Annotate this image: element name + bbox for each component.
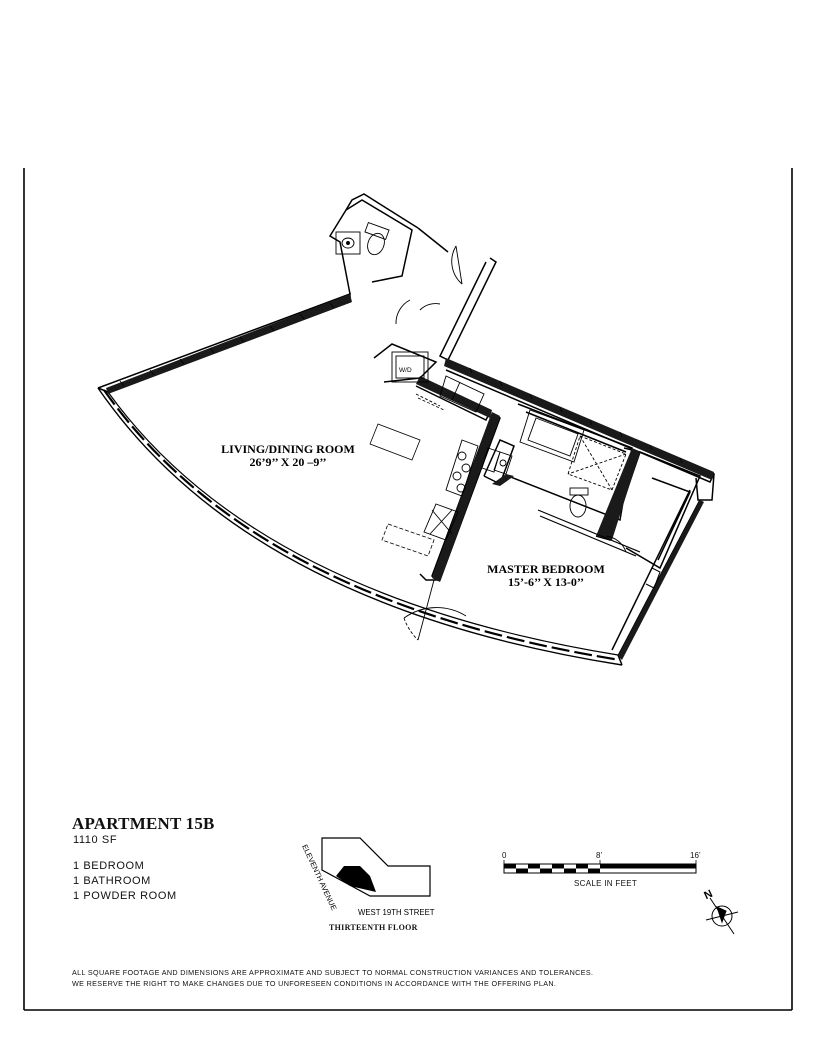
living-room-label (212, 443, 364, 469)
apartment-title: APARTMENT 15B (72, 814, 215, 833)
disclaimer-line-2: WE RESERVE THE RIGHT TO MAKE CHANGES DUE TO UNFORESEEN CONDITIONS IN ACCORDANCE WITH THE OFFERING PLAN. (72, 979, 557, 988)
north-arrow (706, 898, 738, 934)
scale-bar (504, 860, 696, 873)
powder-room-fixtures (336, 223, 389, 258)
scale-tick-16: 16’ (690, 851, 701, 860)
feature-bathroom: 1 BATHROOM (73, 875, 151, 887)
living-room-dimensions: 26’9’’ X 20 –9’’ (249, 455, 327, 469)
feature-bedroom: 1 BEDROOM (73, 860, 145, 872)
feature-powder-room: 1 POWDER ROOM (73, 890, 177, 902)
wall-poche (106, 294, 714, 660)
bedroom-label (478, 563, 614, 589)
disclaimer (72, 967, 593, 989)
scale-caption: SCALE IN FEET (574, 879, 638, 888)
walls (98, 194, 714, 656)
floor-caption: THIRTEENTH FLOOR (329, 923, 418, 932)
exterior-hatching (120, 303, 682, 463)
north-letter: N (702, 887, 715, 903)
bedroom-name: MASTER BEDROOM (487, 562, 605, 576)
key-plan-street-label: WEST 19TH STREET (358, 908, 435, 917)
key-plan-avenue-label: ELEVENTH AVENUE (300, 843, 339, 912)
dining-furniture (370, 398, 444, 556)
washer-dryer-label: W/D (399, 367, 412, 374)
bedroom-dimensions: 15’-6’’ X 13-0’’ (508, 575, 584, 589)
apartment-area: 1110 SF (73, 834, 118, 846)
living-room-name: LIVING/DINING ROOM (221, 442, 355, 456)
scale-tick-0: 0 (502, 851, 507, 860)
disclaimer-line-1: ALL SQUARE FOOTAGE AND DIMENSIONS ARE APPROXIMATE AND SUBJECT TO NORMAL CONSTRUCTION VARIANCES AND TOLERANCES. (72, 968, 594, 977)
scale-tick-8: 8’ (596, 851, 603, 860)
apartment-feature-list (73, 859, 177, 904)
key-plan (300, 838, 435, 917)
key-plan-outline (322, 838, 430, 896)
curtain-wall (98, 388, 622, 665)
